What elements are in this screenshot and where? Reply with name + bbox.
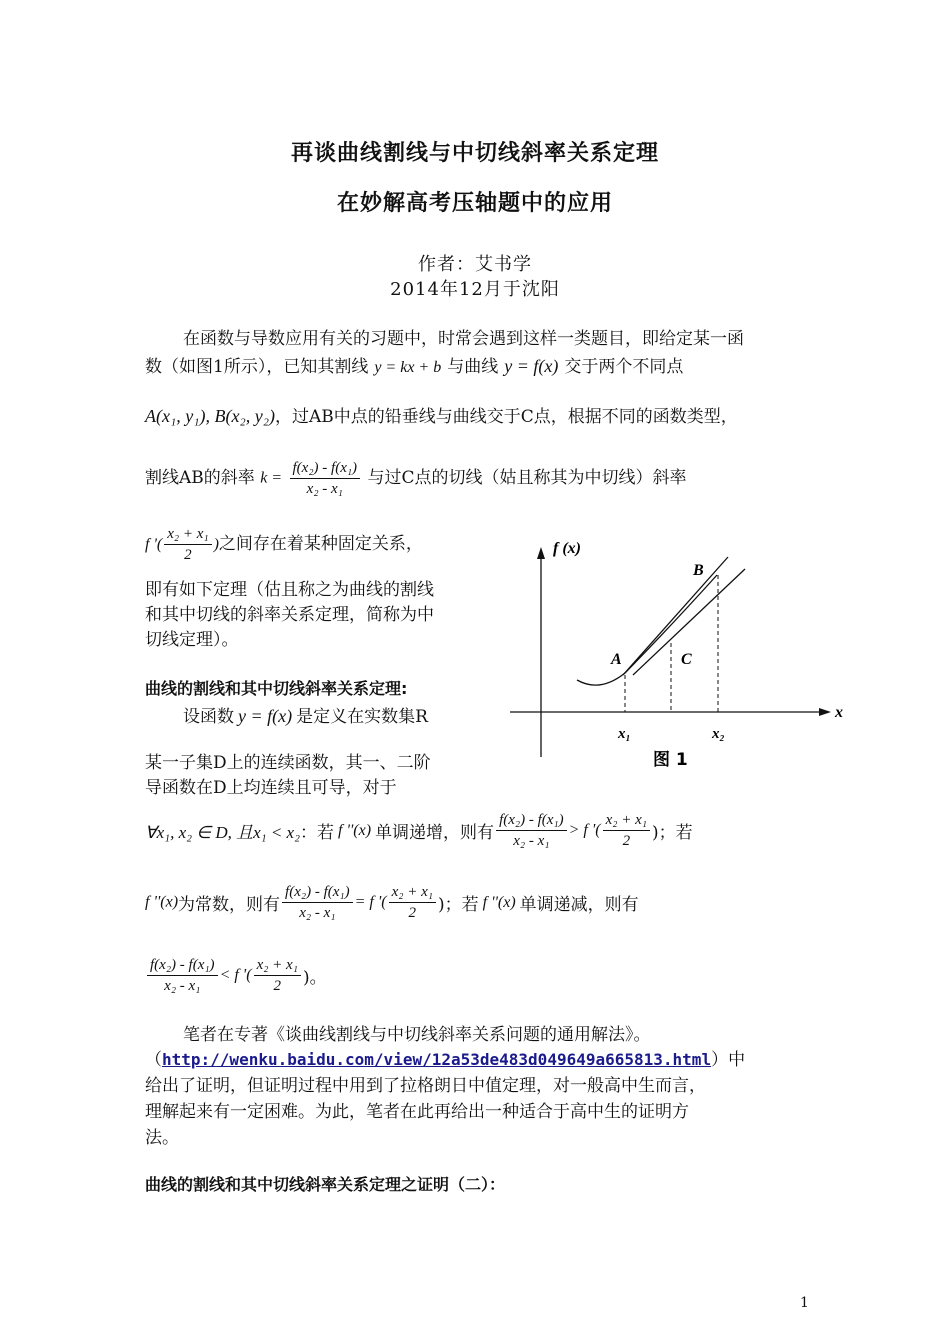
theorem-line-1: 设函数 y = f(x) 是定义在实数集R: [183, 706, 428, 727]
page-number: 1: [800, 1295, 809, 1311]
para2-line-3: 给出了证明，但证明过程中用到了拉格朗日中值定理，对一般高中生而言，: [145, 1076, 706, 1096]
title-line-1: 再谈曲线割线与中切线斜率关系定理: [290, 141, 659, 166]
theorem-heading: 曲线的割线和其中切线斜率关系定理:: [145, 679, 408, 698]
point-c-label: C: [681, 651, 692, 668]
author: 作者：艾书学: [418, 254, 532, 275]
theorem-decreasing-line: $\frac{\text{f(x₂) - f(x₁)}}{\text{x₂ - x₁}}$ < f '( $\frac{\text{x₂ + x₁}}{2}$ )。: [145, 955, 327, 996]
y-axis-arrow-icon: [537, 547, 545, 559]
theorem-constant-line: f ''(x)为常数，则有 $\frac{\text{f(x₂) - f(x₁)}}{\text{x₂ - x₁}}$ = f '( $\frac{\text{x₂ + x₁}}{2}$ )；若 f ''(x) 单调递减，则有: [145, 884, 639, 921]
secant-line-ab: [623, 557, 728, 675]
date: 2014年12月于沈阳: [390, 279, 560, 300]
para2-line-4: 理解起来有一定困难。为此，笔者在此再给出一种适合于高中生的证明方: [145, 1102, 689, 1122]
proof-heading: 曲线的割线和其中切线斜率关系定理之证明（二）：: [145, 1175, 506, 1194]
para2-line-2: （http://wenku.baidu.com/view/12a53de483d049649a665813.html）中: [145, 1050, 746, 1070]
para2-line-1: 笔者在专著《谈曲线割线与中切线斜率关系问题的通用解法》。: [183, 1025, 651, 1045]
theorem-line-3: 导函数在D上均连续且可导，对于: [145, 778, 397, 798]
y-axis-label: f (x): [553, 540, 581, 557]
x-axis-label: x: [835, 704, 843, 721]
point-b-label: B: [693, 562, 704, 579]
title-line-2: 在妙解高考压轴题中的应用: [336, 191, 613, 216]
curve-fx: [577, 575, 717, 685]
intro-line-7: 和其中切线的斜率关系定理，简称为中: [145, 605, 434, 625]
reference-link[interactable]: http://wenku.baidu.com/view/12a53de483d049649a665813.html: [162, 1050, 712, 1069]
point-a-label: A: [611, 651, 622, 668]
x-axis-arrow-icon: [819, 708, 831, 716]
intro-line-8: 切线定理）。: [145, 630, 239, 650]
figure-1: [505, 535, 850, 775]
intro-line-4: 割线AB的斜率 k = $\frac{\text{f(x₂) - f(x₁)}}{\text{x₂ - x₁}}$ 与过C点的切线（姑且称其为中切线）斜率: [145, 460, 687, 497]
intro-line-1: 在函数与导数应用有关的习题中，时常会遇到这样一类题目，即给定某一函: [183, 329, 744, 349]
intro-line-6: 即有如下定理（估且称之为曲线的割线: [145, 580, 434, 600]
para2-line-5: 法。: [145, 1128, 179, 1148]
intro-line-2: 数（如图1所示），已知其割线 y = kx + b 与曲线 y = f(x) 交于两个不同点: [145, 356, 684, 377]
theorem-line-2: 某一子集D上的连续函数，其一、二阶: [145, 753, 431, 773]
slope-fraction: $\frac{\text{f(x₂) - f(x₁)}}{\text{x₂ - x₁}}$: [290, 458, 361, 499]
midpoint-fraction: $\frac{\text{x₂ + x₁}}{2}$: [164, 524, 211, 565]
x1-label: x₁: [618, 726, 631, 742]
intro-line-3: A(x₁, y₁), B(x₂, y₂)，过AB中点的铅垂线与曲线交于C点，根据不同的函数类型，: [145, 406, 738, 427]
intro-line-5: f '( $\frac{\text{x₂ + x₁}}{2}$ )之间存在着某种固定关系，: [145, 526, 423, 563]
theorem-condition-line: ∀x₁, x₂ ∈ D, 且x₁ < x₂：若 f ''(x) 单调递增，则有 $\frac{\text{f(x₂) - f(x₁)}}{\text{x₂ - x₁}}$ > f '( $\frac{\text{x₂ + x₁}}{2}$ )；若: [145, 812, 693, 849]
figure-caption: 图 1: [653, 750, 688, 770]
x2-label: x₂: [712, 726, 725, 742]
